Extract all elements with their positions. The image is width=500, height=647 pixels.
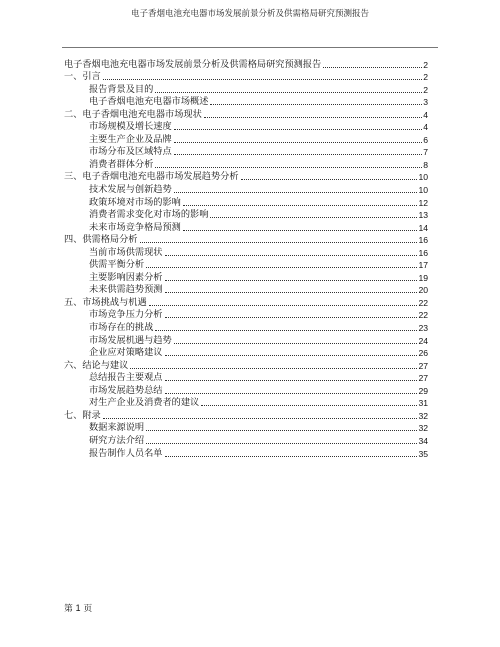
- toc-entry-page: 19: [418, 272, 428, 283]
- toc-entry[interactable]: [64, 296, 428, 309]
- toc-entry-page: 27: [418, 360, 428, 371]
- toc-entry-title: 消费者需求变化对市场的影响: [89, 209, 209, 221]
- toc-entry-page: 22: [418, 310, 428, 321]
- toc-entry[interactable]: [64, 259, 428, 272]
- toc-leader-dots: [204, 117, 422, 118]
- toc-leader-dots: [165, 456, 418, 457]
- toc-leader-dots: [165, 280, 418, 281]
- page-footer: [64, 601, 92, 614]
- toc-entry-title: 主要生产企业及品牌: [89, 133, 172, 145]
- toc-entry[interactable]: [64, 183, 428, 196]
- toc-entry[interactable]: [64, 409, 428, 422]
- toc-entry[interactable]: [64, 246, 428, 259]
- toc-leader-dots: [146, 443, 417, 444]
- toc-entry-page: 29: [418, 385, 428, 396]
- toc-entry-title: 数据来源说明: [89, 422, 145, 434]
- toc-entry-title: 消费者群体分析: [89, 158, 154, 170]
- toc-entry[interactable]: [64, 83, 428, 96]
- toc-entry-title: 研究方法介绍: [89, 434, 145, 446]
- toc-leader-dots: [210, 217, 417, 218]
- toc-entry-page: 14: [418, 222, 428, 233]
- toc-leader-dots: [165, 292, 418, 293]
- toc-leader-dots: [155, 330, 417, 331]
- toc-entry[interactable]: [64, 171, 428, 184]
- toc-entry-title: 五、市场挑战与机遇: [64, 296, 147, 308]
- toc-entry-page: 13: [418, 210, 428, 221]
- toc-entry[interactable]: [64, 58, 428, 71]
- toc-entry-title: 电子香烟电池充电器市场概述: [89, 96, 209, 108]
- toc-entry-title: 未来市场竞争格局预测: [89, 221, 181, 233]
- toc-entry-page: 4: [423, 109, 428, 120]
- toc-entry-title: 对生产企业及消费者的建议: [89, 397, 200, 409]
- toc-entry-page: 34: [418, 435, 428, 446]
- toc-entry[interactable]: [64, 397, 428, 410]
- toc-entry-page: 10: [418, 185, 428, 196]
- toc-leader-dots: [210, 104, 422, 105]
- toc-entry[interactable]: [64, 271, 428, 284]
- toc-entry-title: 市场分布及区域特点: [89, 146, 172, 158]
- toc-entry-title: 六、结论与建议: [64, 359, 129, 371]
- toc-entry-title: 未来供需趋势预测: [89, 284, 163, 296]
- toc-entry-page: 16: [418, 247, 428, 258]
- toc-leader-dots: [174, 129, 423, 130]
- toc-entry-title: 当前市场供需现状: [89, 246, 163, 258]
- toc-entry-title: 电子香烟电池充电器市场发展前景分析及供需格局研究预测报告: [64, 58, 322, 70]
- toc-entry[interactable]: [64, 108, 428, 121]
- toc-leader-dots: [155, 167, 422, 168]
- toc-entry[interactable]: [64, 334, 428, 347]
- toc-entry-page: 22: [418, 297, 428, 308]
- toc-leader-dots: [174, 192, 418, 193]
- toc-entry-page: 23: [418, 323, 428, 334]
- toc-entry-title: 三、电子香烟电池充电器市场发展趋势分析: [64, 171, 239, 183]
- footer-suffix: 页: [83, 604, 93, 614]
- toc-entry[interactable]: [64, 284, 428, 297]
- toc-leader-dots: [146, 267, 417, 268]
- toc-entry-page: 10: [418, 172, 428, 183]
- toc-entry-page: 6: [423, 134, 428, 145]
- toc-leader-dots: [165, 255, 418, 256]
- toc-entry-page: 7: [423, 147, 428, 158]
- toc-entry[interactable]: [64, 309, 428, 322]
- toc-entry[interactable]: [64, 221, 428, 234]
- toc-entry-page: 2: [423, 84, 428, 95]
- toc-entry-title: 市场规模及增长速度: [89, 121, 172, 133]
- toc-entry[interactable]: [64, 234, 428, 247]
- toc-entry-title: 市场存在的挑战: [89, 322, 154, 334]
- toc-entry-title: 四、供需格局分析: [64, 234, 138, 246]
- toc-leader-dots: [241, 179, 418, 180]
- toc-entry[interactable]: [64, 372, 428, 385]
- toc-entry[interactable]: [64, 146, 428, 159]
- toc-entry-page: 4: [423, 122, 428, 133]
- toc-entry[interactable]: [64, 422, 428, 435]
- toc-entry-page: 32: [418, 410, 428, 421]
- toc-entry-title: 技术发展与创新趋势: [89, 184, 172, 196]
- toc-entry[interactable]: [64, 384, 428, 397]
- page-header: [0, 7, 500, 19]
- toc-leader-dots: [165, 355, 418, 356]
- header-divider: [62, 47, 438, 48]
- toc-entry[interactable]: [64, 96, 428, 109]
- toc-leader-dots: [183, 205, 418, 206]
- toc-entry-page: 32: [418, 423, 428, 434]
- toc-entry-page: 35: [418, 448, 428, 459]
- toc-entry-page: 24: [418, 335, 428, 346]
- toc-entry[interactable]: [64, 447, 428, 460]
- toc-entry-title: 供需平衡分析: [89, 259, 145, 271]
- toc-leader-dots: [130, 368, 417, 369]
- toc-entry-page: 8: [423, 159, 428, 170]
- toc-entry[interactable]: [64, 121, 428, 134]
- toc-entry[interactable]: [64, 71, 428, 84]
- toc-leader-dots: [174, 154, 423, 155]
- toc-leader-dots: [201, 405, 417, 406]
- toc-entry[interactable]: [64, 347, 428, 360]
- toc-leader-dots: [149, 305, 418, 306]
- toc-entry-title: 一、引言: [64, 71, 101, 83]
- toc-leader-dots: [103, 418, 418, 419]
- toc-entry-page: 2: [423, 59, 428, 70]
- toc-leader-dots: [323, 67, 422, 68]
- table-of-contents: [64, 58, 428, 460]
- toc-entry[interactable]: [64, 209, 428, 222]
- toc-entry[interactable]: [64, 196, 428, 209]
- footer-prefix: 第: [64, 604, 73, 614]
- toc-entry-page: 31: [418, 398, 428, 409]
- toc-leader-dots: [174, 142, 423, 143]
- toc-leader-dots: [174, 343, 418, 344]
- toc-entry-title: 报告背景及目的: [89, 83, 154, 95]
- header-title: 电子香烟电池充电器市场发展前景分析及供需格局研究预测报告: [130, 9, 369, 19]
- toc-entry-title: 报告制作人员名单: [89, 447, 163, 459]
- footer-page-number: 1: [75, 603, 81, 613]
- toc-leader-dots: [155, 92, 422, 93]
- toc-entry-page: 12: [418, 197, 428, 208]
- toc-entry-page: 17: [418, 260, 428, 271]
- toc-entry[interactable]: [64, 359, 428, 372]
- toc-leader-dots: [103, 79, 422, 80]
- toc-leader-dots: [165, 317, 418, 318]
- toc-leader-dots: [140, 242, 418, 243]
- toc-entry-title: 市场竞争压力分析: [89, 309, 163, 321]
- toc-entry-title: 主要影响因素分析: [89, 271, 163, 283]
- toc-entry-page: 20: [418, 285, 428, 296]
- toc-entry-title: 总结报告主要观点: [89, 372, 163, 384]
- toc-entry-title: 企业应对策略建议: [89, 347, 163, 359]
- toc-leader-dots: [165, 380, 418, 381]
- toc-leader-dots: [146, 430, 417, 431]
- toc-entry-page: 27: [418, 373, 428, 384]
- toc-entry-page: 16: [418, 235, 428, 246]
- toc-entry[interactable]: [64, 434, 428, 447]
- toc-entry[interactable]: [64, 133, 428, 146]
- toc-entry[interactable]: [64, 321, 428, 334]
- toc-entry-page: 3: [423, 97, 428, 108]
- toc-leader-dots: [183, 230, 418, 231]
- toc-entry-page: 2: [423, 72, 428, 83]
- toc-entry[interactable]: [64, 158, 428, 171]
- toc-entry-title: 二、电子香烟电池充电器市场现状: [64, 108, 202, 120]
- toc-entry-title: 政策环境对市场的影响: [89, 196, 181, 208]
- toc-entry-title: 市场发展机遇与趋势: [89, 334, 172, 346]
- toc-entry-page: 26: [418, 348, 428, 359]
- toc-leader-dots: [165, 393, 418, 394]
- toc-entry-title: 市场发展趋势总结: [89, 384, 163, 396]
- toc-entry-title: 七、附录: [64, 409, 101, 421]
